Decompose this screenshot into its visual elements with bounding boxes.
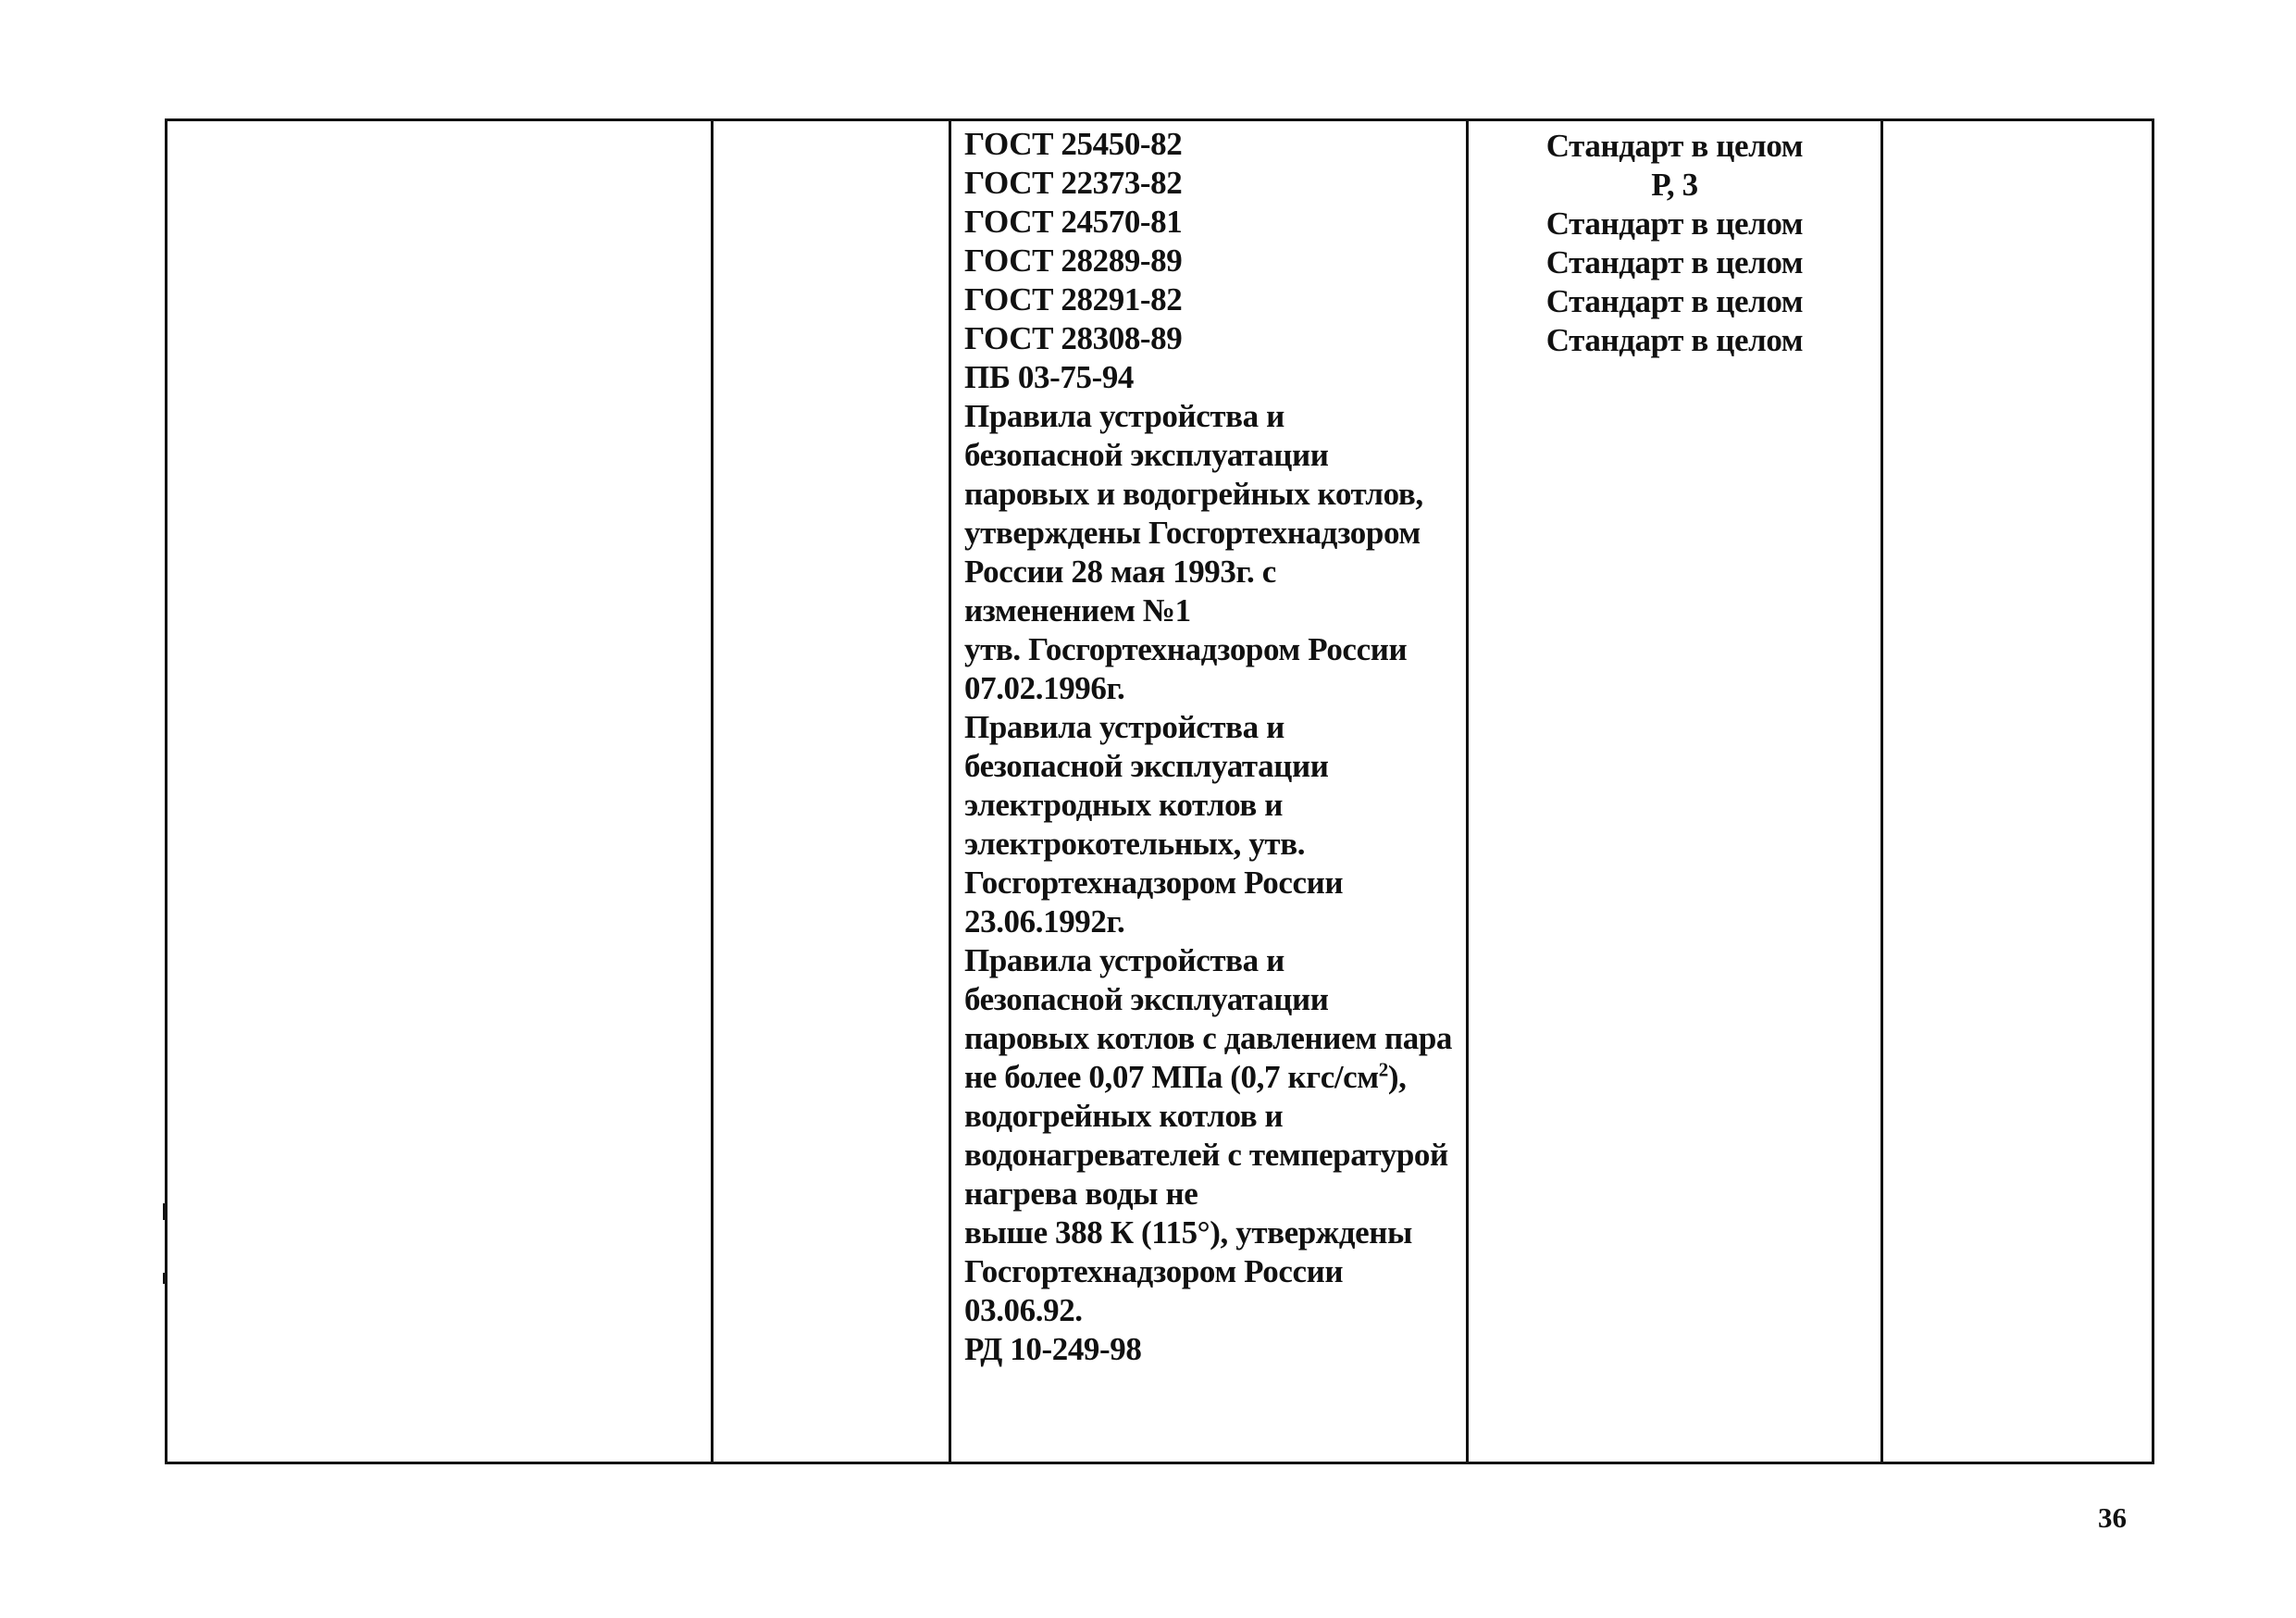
scope-line: Р, 3	[1651, 167, 1698, 203]
document-line: выше 388 К (115°), утверждены	[964, 1214, 1412, 1251]
document-line: безопасной эксплуатации	[964, 437, 1329, 473]
document-line: безопасной эксплуатации	[964, 981, 1329, 1017]
document-line: электрокотельных, утв.	[964, 826, 1306, 862]
document-line: ГОСТ 25450-82	[964, 126, 1183, 162]
pressure-text: не более 0,07 МПа (0,7 кгс/см	[964, 1059, 1379, 1095]
empty-cell-5	[1883, 121, 2154, 1462]
document-line: безопасной эксплуатации	[964, 748, 1329, 784]
pressure-suffix: ),	[1387, 1059, 1407, 1095]
scope-line: Стандарт в целом	[1545, 205, 1804, 242]
document-line: РД 10-249-98	[964, 1331, 1142, 1367]
document-line: паровых котлов с давлением пара	[964, 1020, 1453, 1056]
document-line: ГОСТ 28291-82	[964, 281, 1183, 317]
empty-cell-1	[168, 121, 711, 1462]
empty-cell-2	[714, 121, 949, 1462]
document-line: 03.06.92.	[964, 1292, 1083, 1328]
scope-line: Стандарт в целом	[1545, 283, 1804, 319]
document-line: ГОСТ 28308-89	[964, 320, 1183, 356]
application-scope-cell	[1469, 121, 1880, 1462]
document-line: утверждены Госгортехнадзором	[964, 515, 1421, 551]
standards-table	[165, 118, 2154, 1464]
document-line: Правила устройства и	[964, 942, 1285, 978]
document-line: изменением №1	[964, 592, 1191, 629]
document-line: Правила устройства и	[964, 398, 1285, 434]
scan-artifact-mark	[163, 1273, 166, 1284]
document-line: ГОСТ 28289-89	[964, 243, 1183, 279]
document-line-pressure	[951, 1058, 1466, 1097]
scope-line: Стандарт в целом	[1545, 128, 1804, 164]
page-number: 36	[2098, 1501, 2127, 1534]
document-line: водонагревателей с температурой	[964, 1137, 1448, 1173]
document-line: ГОСТ 24570-81	[964, 204, 1183, 240]
document-line: паровых и водогрейных котлов,	[964, 476, 1423, 512]
scope-line: Стандарт в целом	[1545, 322, 1804, 358]
document-line: России 28 мая 1993г. с	[964, 554, 1276, 590]
document-line: Госгортехнадзором России	[964, 1253, 1344, 1289]
document-line: Правила устройства и	[964, 709, 1285, 745]
document-line: ПБ 03-75-94	[964, 359, 1135, 395]
document-line: Госгортехнадзором России	[964, 865, 1344, 901]
document-line: 07.02.1996г.	[964, 670, 1125, 706]
document-line: ГОСТ 22373-82	[964, 165, 1183, 201]
normative-documents-cell	[951, 121, 1466, 1462]
document-line: электродных котлов и	[964, 787, 1283, 823]
scope-line: Стандарт в целом	[1545, 244, 1804, 280]
scan-artifact-mark	[163, 1203, 166, 1220]
pressure-superscript: 2	[1378, 1058, 1388, 1081]
document-line: водогрейных котлов и	[964, 1098, 1284, 1134]
document-line: утв. Госгортехнадзором России	[964, 631, 1408, 667]
document-line: нагрева воды не	[964, 1176, 1198, 1212]
document-line: 23.06.1992г.	[964, 903, 1125, 940]
